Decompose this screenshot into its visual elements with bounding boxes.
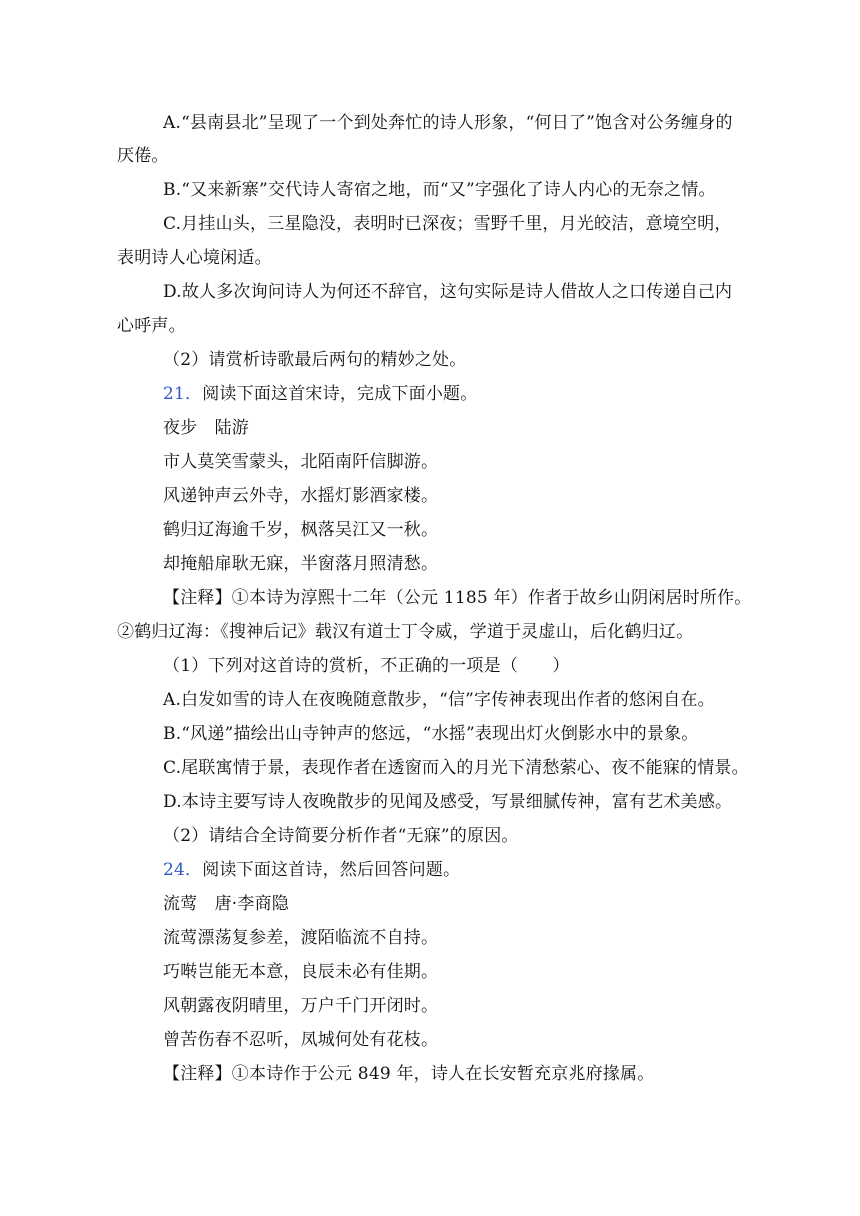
annotation: 【注释】①本诗作于公元 849 年，诗人在长安暂充京兆府掾属。 (163, 1064, 655, 1084)
option-c-line2: 表明诗人心境闲适。 (117, 248, 272, 268)
q21-part2-question: （2）请结合全诗简要分析作者“无寐”的原因。 (163, 826, 519, 846)
poem-line: 曾苦伤春不忍听，凤城何处有花枝。 (163, 1030, 439, 1050)
annotation-line1: 【注释】①本诗为淳熙十二年（公元 1185 年）作者于故乡山阴闲居时所作。 (163, 588, 752, 608)
option-b: B.“又来新寨”交代诗人寄宿之地，而“又”字强化了诗人内心的无奈之情。 (163, 180, 716, 200)
q24-heading (163, 859, 460, 881)
poem-line: 却掩船扉耿无寐，半窗落月照清愁。 (163, 554, 439, 574)
question-number: 21． (163, 384, 203, 404)
option-d-line1: D.故人多次询问诗人为何还不辞官，这句实际是诗人借故人之口传递自己内 (163, 282, 733, 302)
option-d-line2: 心呼声。 (117, 316, 186, 336)
poem-line: 流莺漂荡复参差，渡陌临流不自持。 (163, 928, 439, 948)
annotation-line2: ②鹤归辽海：《搜神后记》载汉有道士丁令威，学道于灵虚山，后化鹤归辽。 (117, 622, 694, 642)
option-a-line1: A.“县南县北”呈现了一个到处奔忙的诗人形象，“何日了”饱含对公务缠身的 (163, 113, 733, 133)
q21-option-c: C.尾联寓情于景，表现作者在透窗而入的月光下清愁萦心、夜不能寐的情景。 (163, 758, 749, 778)
poem-line: 风朝露夜阴晴里，万户千门开闭时。 (163, 996, 439, 1016)
q21-option-d: D.本诗主要写诗人夜晚散步的见闻及感受，写景细腻传神，富有艺术美感。 (163, 792, 733, 812)
question-prompt: 阅读下面这首宋诗，完成下面小题。 (202, 384, 478, 404)
poem-line: 鹤归辽海逾千岁，枫落吴江又一秋。 (163, 520, 439, 540)
poem-title: 流莺 唐·李商隐 (163, 894, 290, 914)
q21-part1-question: （1）下列对这首诗的赏析，不正确的一项是（ ） (163, 656, 570, 676)
option-c-line1: C.月挂山头，三星隐没，表明时已深夜；雪野千里，月光皎洁，意境空明， (163, 214, 732, 234)
q20-part2-question: （2）请赏析诗歌最后两句的精妙之处。 (163, 350, 467, 370)
poem-line: 巧啭岂能无本意，良辰未必有佳期。 (163, 962, 439, 982)
q21-heading (163, 383, 477, 405)
poem-title: 夜步 陆游 (163, 418, 249, 438)
q21-option-b: B.“风递”描绘出山寺钟声的悠远，“水摇”表现出灯火倒影水中的景象。 (163, 724, 699, 744)
poem-line: 风递钟声云外寺，水摇灯影酒家楼。 (163, 486, 439, 506)
q21-option-a: A.白发如雪的诗人在夜晚随意散步，“信”字传神表现出作者的悠闲自在。 (163, 690, 715, 710)
question-number: 24． (163, 860, 203, 880)
question-prompt: 阅读下面这首诗，然后回答问题。 (202, 860, 461, 880)
option-a-line2: 厌倦。 (117, 146, 169, 166)
poem-line: 市人莫笑雪蒙头，北陌南阡信脚游。 (163, 452, 439, 472)
